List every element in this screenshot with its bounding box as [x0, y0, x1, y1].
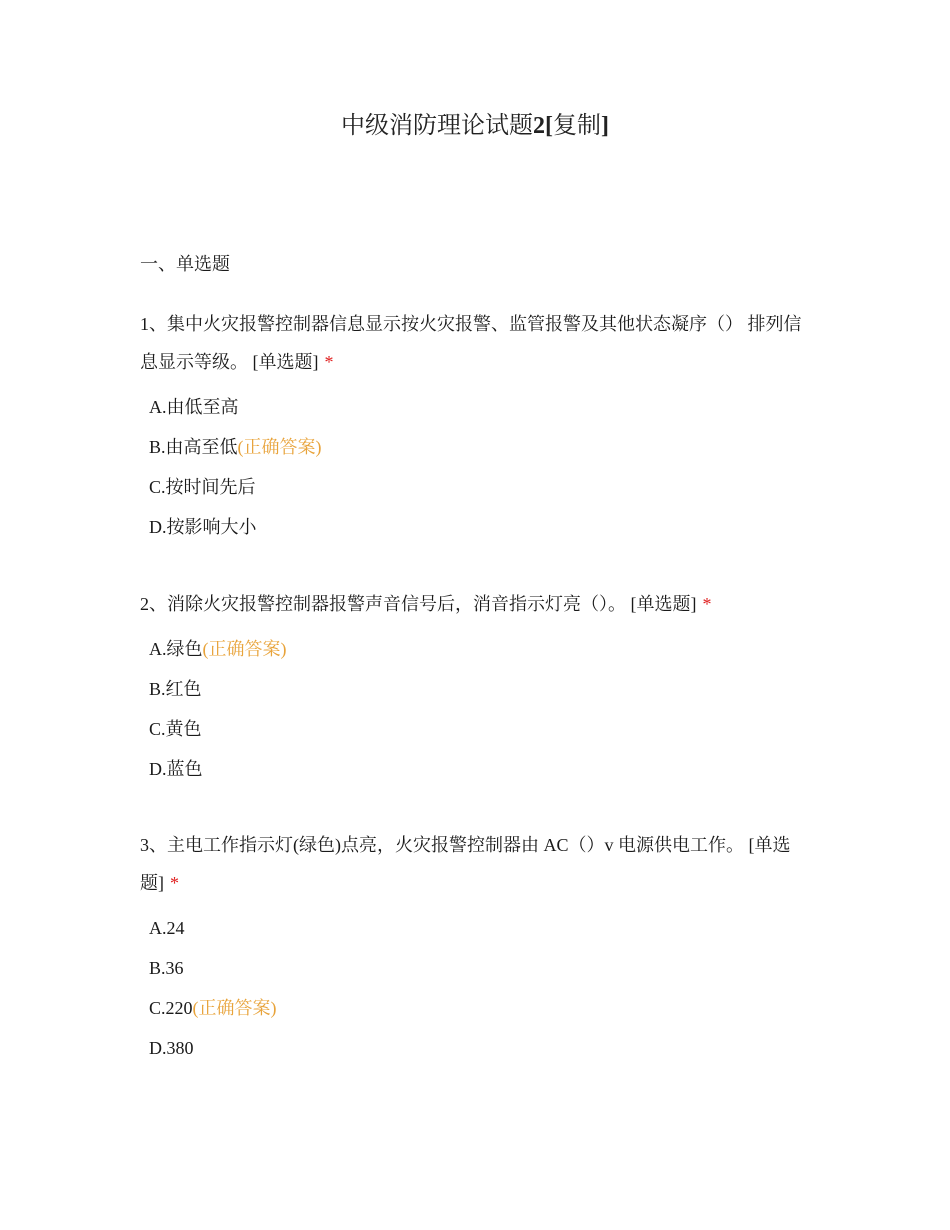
title-number: 2[: [533, 113, 553, 139]
required-mark: *: [324, 352, 334, 372]
question-3: [140, 826, 810, 1068]
question-1: [140, 305, 810, 547]
title-text: 中级消防理论试题: [341, 113, 533, 139]
required-mark: *: [702, 594, 712, 614]
title-copy-tag: 复制: [553, 113, 601, 139]
option-b: [149, 427, 810, 467]
option-c: [149, 988, 810, 1028]
option-list: [140, 908, 810, 1068]
option-label: C.黄色: [149, 719, 202, 739]
option-label: A.24: [149, 918, 185, 938]
question-2: [140, 585, 810, 789]
option-label: B.红色: [149, 679, 202, 699]
option-d: [149, 1028, 810, 1068]
option-list: [140, 387, 810, 547]
question-3-text: 3、主电工作指示灯(绿色)点亮，火灾报警控制器由 AC（）v 电源供电工作。 [单选题]: [140, 835, 791, 893]
option-label: B.由高至低: [149, 437, 238, 457]
option-c: [149, 467, 810, 507]
correct-answer-tag: (正确答案): [202, 639, 287, 659]
correct-answer-tag: (正确答案): [237, 437, 322, 457]
option-label: C.220: [149, 998, 193, 1018]
question-text: [140, 826, 810, 902]
question-text: [140, 585, 810, 623]
option-b: [149, 948, 810, 988]
option-a: [149, 629, 810, 669]
option-list: [140, 629, 810, 789]
option-label: C.按时间先后: [149, 477, 256, 497]
option-label: A.由低至高: [149, 397, 239, 417]
question-1-text: 1、集中火灾报警控制器信息显示按火灾报警、监管报警及其他状态凝序（） 排列信息显示等级。 [单选题]: [140, 314, 802, 372]
option-label: D.380: [149, 1038, 194, 1058]
option-a: [149, 908, 810, 948]
option-label: D.蓝色: [149, 759, 203, 779]
title-bracket: ]: [601, 113, 609, 139]
question-text: [140, 305, 810, 381]
option-c: [149, 709, 810, 749]
correct-answer-tag: (正确答案): [192, 998, 277, 1018]
option-d: [149, 507, 810, 547]
page-title: [0, 108, 950, 144]
option-label: D.按影响大小: [149, 517, 257, 537]
option-d: [149, 749, 810, 789]
section-heading: 一、单选题: [140, 254, 230, 274]
option-label: B.36: [149, 958, 184, 978]
option-label: A.绿色: [149, 639, 203, 659]
required-mark: *: [170, 873, 179, 893]
question-2-text: 2、消除火灾报警控制器报警声音信号后，消音指示灯亮（）。 [单选题]: [140, 594, 697, 614]
option-a: [149, 387, 810, 427]
option-b: [149, 669, 810, 709]
